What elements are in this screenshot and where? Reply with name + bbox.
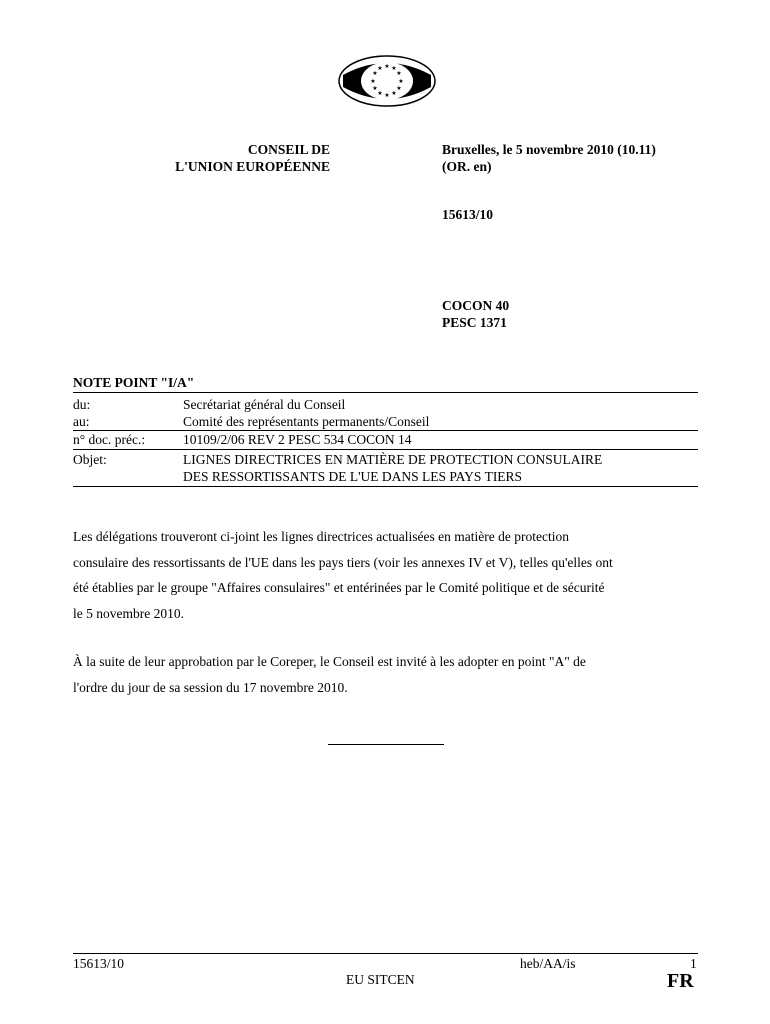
code-cocon: COCON 40 [442, 298, 510, 313]
paragraph-2 [73, 649, 703, 700]
row-value-subject-line1: LIGNES DIRECTRICES EN MATIÈRE DE PROTECTION CONSULAIRE [183, 452, 603, 467]
date-block [442, 141, 656, 175]
divider-bottom [73, 486, 698, 487]
svg-text:★: ★ [391, 65, 397, 72]
original-language: (OR. en) [442, 159, 492, 174]
svg-text:★: ★ [377, 65, 383, 72]
paragraph-1-line: consulaire des ressortissants de l'UE dans les pays tiers (voir les annexes IV et V), telles qu'elles ont [73, 554, 613, 570]
row-value-subject-line2: DES RESSORTISSANTS DE L'UE DANS LES PAYS TIERS [183, 469, 523, 484]
end-separator [328, 744, 444, 745]
footer-page-number: 1 [690, 956, 697, 971]
svg-text:★: ★ [384, 92, 390, 99]
svg-text:★: ★ [372, 85, 378, 92]
row-value-from: Secrétariat général du Conseil [183, 397, 346, 412]
paragraph-2-line: l'ordre du jour de sa session du 17 novembre 2010. [73, 679, 348, 695]
divider-top [73, 392, 698, 393]
eu-council-logo [337, 55, 437, 107]
row-label-from: du: [73, 397, 91, 412]
paragraph-1-line: Les délégations trouveront ci-joint les lignes directrices actualisées en matière de protection [73, 529, 569, 544]
paragraph-1-line: été établies par le groupe "Affaires consulaires" et entérinées par le Comité politique et de sécurité [73, 580, 605, 595]
paragraph-1-line: le 5 novembre 2010. [73, 605, 184, 621]
svg-text:★: ★ [384, 63, 390, 70]
svg-text:★: ★ [372, 70, 378, 77]
paragraph-1 [73, 524, 703, 626]
code-pesc: PESC 1371 [442, 315, 507, 330]
row-value-to: Comité des représentants permanents/Conseil [183, 414, 430, 429]
codes-block [442, 297, 509, 331]
council-line-2: L'UNION EUROPÉENNE [175, 159, 330, 174]
footer-initials: heb/AA/is [520, 956, 576, 971]
row-value-prev-doc: 10109/2/06 REV 2 PESC 534 COCON 14 [183, 432, 412, 447]
council-name [130, 141, 330, 175]
footer-classification: EU SITCEN [346, 972, 415, 987]
footer-doc-number: 15613/10 [73, 956, 125, 971]
row-label-subject: Objet: [73, 452, 107, 467]
row-label-to: au: [73, 414, 90, 429]
svg-text:★: ★ [396, 70, 402, 77]
footer-language: FR [667, 970, 694, 992]
row-label-prev-doc: n° doc. préc.: [73, 432, 146, 447]
paragraph-2-line: À la suite de leur approbation par le Coreper, le Conseil est invité à les adopter en point "A" de [73, 654, 586, 669]
svg-text:★: ★ [391, 90, 397, 97]
document-number: 15613/10 [442, 207, 494, 222]
date-line: Bruxelles, le 5 novembre 2010 (10.11) [442, 142, 656, 157]
note-title: NOTE POINT "I/A" [73, 375, 195, 390]
footer-divider [73, 953, 698, 954]
svg-text:★: ★ [396, 85, 402, 92]
council-line-1: CONSEIL DE [247, 142, 330, 157]
svg-text:★: ★ [370, 78, 376, 85]
svg-text:★: ★ [377, 90, 383, 97]
divider-3 [73, 449, 698, 450]
svg-text:★: ★ [398, 78, 404, 85]
